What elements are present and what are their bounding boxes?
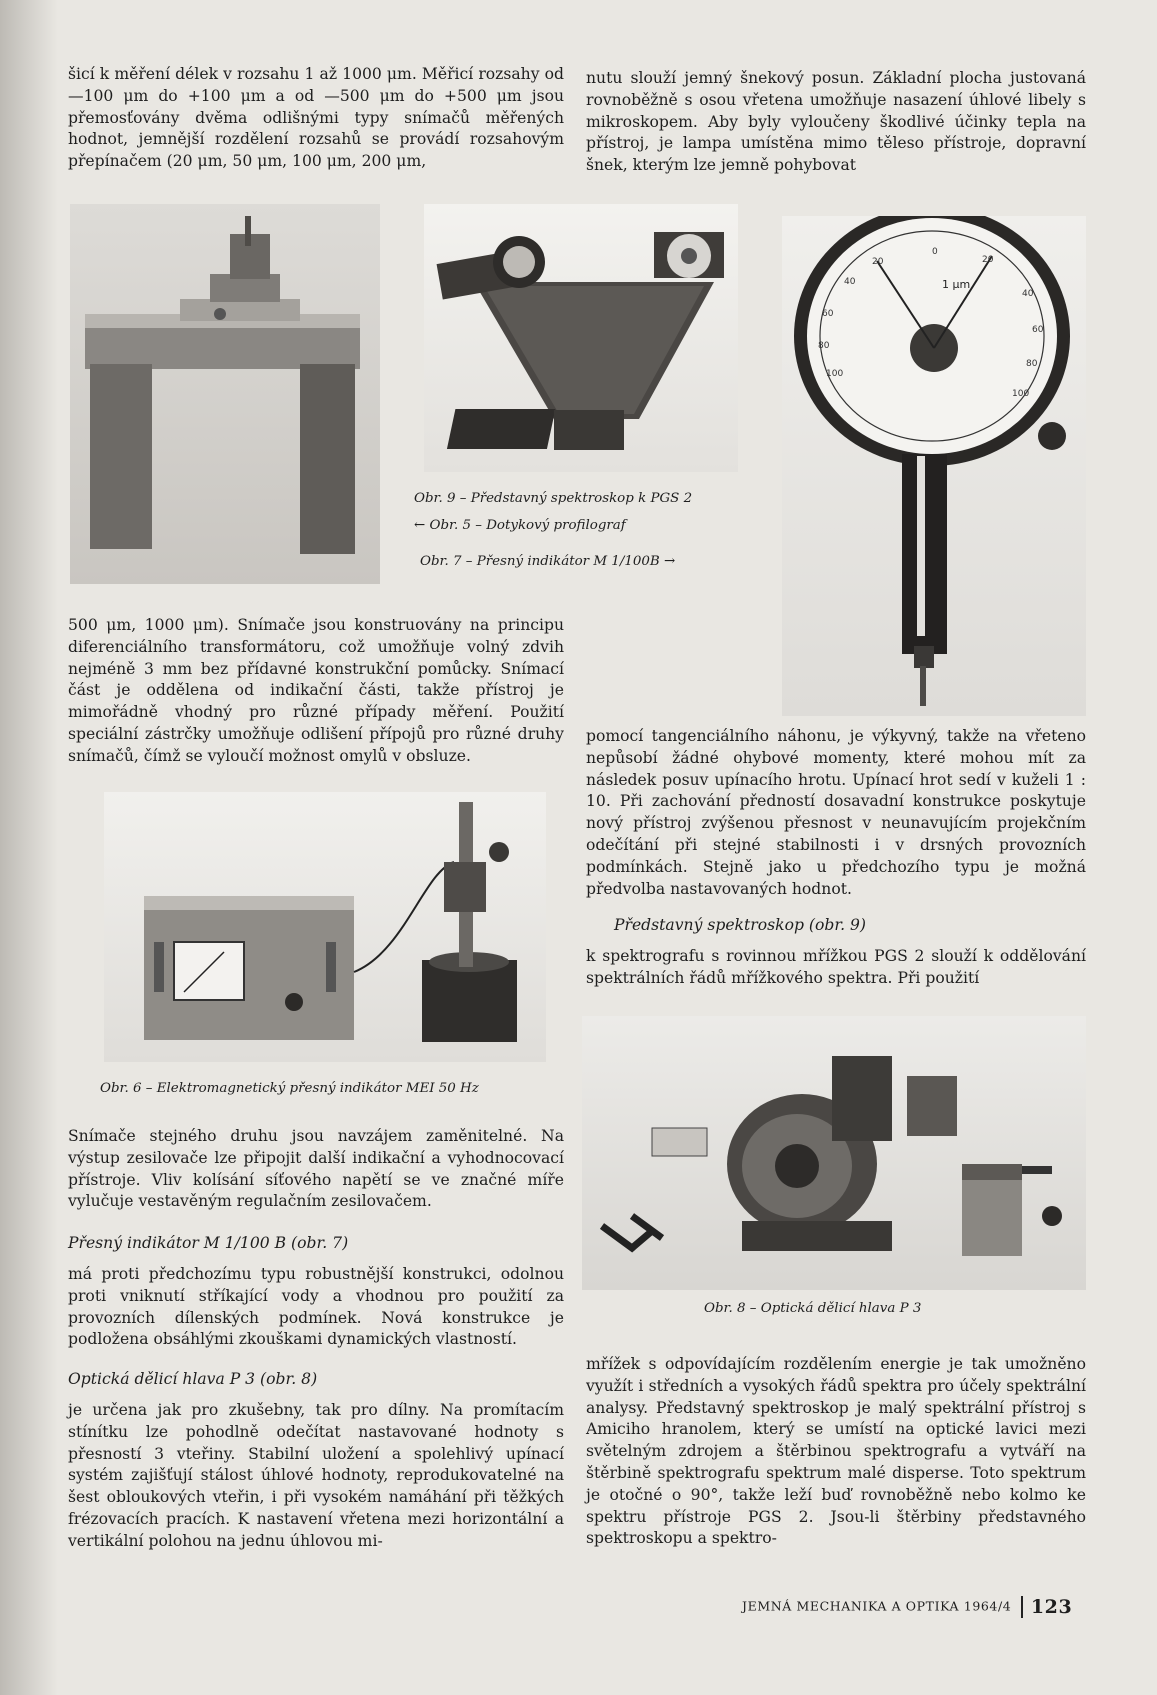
figure-7-caption: Obr. 7 – Přesný indikátor M 1/100B →: [420, 554, 676, 569]
left-column-bottom-text: [68, 1126, 564, 1213]
dial-tick-label: 100: [826, 369, 844, 379]
paragraph: šicí k měření délek v rozsahu 1 až 1000 μm. Měřicí rozsahy od —100 μm do +100 μm a od —500 μm do +500 μm jsou přemosťovány dvěma odlišnými typy snímačů měřených hodnot, jemnější rozdělení rozsahů se provádí rozsahovým přepínačem (20 μm, 50 μm, 100 μm, 200 μm,: [68, 65, 564, 171]
section-heading-indicator-m1100b: Přesný indikátor M 1/100 B (obr. 7): [68, 1234, 349, 1252]
dial-tick-label: 100: [1012, 389, 1030, 399]
paragraph: pomocí tangenciálního náhonu, je výkyvný, takže na vřeteno nepůsobí žádné ohybové momenty, které mohou mít za následek posuv upínacího hrotu. Upínací hrot sedí v kuželi 1 : 10. Při zachování předností dosavadní konstrukce poskytuje nový přístroj zvýšenou přesnost v neunavujícím projekčním odečítání při stejné stabilnosti i v drsných provozních podmínkách. Stejně jako u předchozího typu je možná předvolba nastavovaných hodnot.: [586, 727, 1086, 898]
dial-tick-label: 60: [1032, 325, 1044, 335]
journal-name: JEMNÁ MECHANIKA A OPTIKA 1964/4: [742, 1598, 1012, 1614]
right-column-middle-text-2: [586, 946, 1086, 990]
right-column-bottom-text: [586, 1354, 1086, 1550]
dial-tick-label: 60: [822, 309, 834, 319]
right-column-middle-text: [586, 726, 1086, 900]
dial-tick-label: 20: [982, 255, 994, 265]
dial-tick-label: 80: [1026, 359, 1038, 369]
figure-6-caption: Obr. 6 – Elektromagnetický přesný indikátor MEI 50 Hz: [100, 1081, 479, 1096]
left-column-bottom-text-2: [68, 1264, 564, 1351]
figure-8-optical-dividing-head-photo: [582, 1016, 1086, 1290]
figure-6-electromagnetic-indicator-photo: [104, 792, 546, 1062]
dial-tick-label: 40: [844, 277, 856, 287]
page-binding-shadow: [0, 0, 58, 1695]
right-column-top-text: [586, 68, 1086, 177]
paragraph: má proti předchozímu typu robustnější konstrukci, odolnou proti vniknutí stříkající vody a vhodnou pro použití za provozních dílenských podmínek. Nová konstrukce je podložena obsáhlými zkouškami dynamických vlastností.: [68, 1265, 564, 1349]
paragraph: 500 μm, 1000 μm). Snímače jsou konstruovány na principu diferenciálního transformátoru, což umožňuje volný zdvih nejméně 3 mm bez přídavné konstrukční pomůcky. Snímací část je oddělena od indikační části, takže přístroj je mimořádně vhodný pro různé případy měření. Použití speciální zástrčky umožňuje odlišení přípojů pro různé druhy snímačů, čímž se vyloučí možnost omylů v obsluze.: [68, 616, 564, 765]
paragraph: je určena jak pro zkušebny, tak pro dílny. Na promítacím stínítku lze pohodlně odečítat nastavované hodnoty s přesností 3 vteřiny. Stabilní uložení a spolehlivý upínací systém zajišťují stálost úhlové hodnoty, reprodukovatelné na šest obloukových vteřin, i při vysokém namáhání při těžkých frézovacích pracích. K nastavení vřetena mezi horizontální a vertikální polohou na jednu úhlovou mi-: [68, 1401, 564, 1550]
dial-tick-label: 80: [818, 341, 830, 351]
figure-7-indicator-photo: [782, 216, 1086, 716]
figure-9-caption: Obr. 9 – Představný spektroskop k PGS 2: [414, 491, 693, 506]
footer-divider: [1021, 1596, 1023, 1618]
paragraph: mřížek s odpovídajícím rozdělením energie je tak umožněno využít i středních a vysokých řádů spektra pro účely spektrální analysy. Představný spektroskop je malý spektrální přístroj s Amiciho hranolem, který se umístí na optické lavici mezi světelným zdrojem a štěrbinou spektrografu a vytváří na štěrbině spektrografu spektrum malé disperse. Toto spektrum je otočné o 90°, takže leží buď rovnoběžně nebo kolmo ke spektru přístroje PGS 2. Jsou-li štěrbiny představného spektroskopu a spektro-: [586, 1355, 1086, 1548]
section-heading-dividing-head-p3: Optická dělicí hlava P 3 (obr. 8): [68, 1370, 318, 1388]
left-column-top-text: [68, 64, 564, 173]
figure-9-spectroscope-photo: [424, 204, 738, 472]
section-heading-spectroscope: Představný spektroskop (obr. 9): [614, 916, 867, 934]
page-number: 123: [1030, 1596, 1073, 1618]
paragraph: k spektrografu s rovinnou mřížkou PGS 2 slouží k oddělování spektrálních řádů mřížkového spektra. Při použití: [586, 947, 1086, 987]
dial-tick-label: 20: [872, 257, 884, 267]
left-column-middle-text: [68, 615, 564, 768]
figure-5-caption: ← Obr. 5 – Dotykový profilograf: [414, 518, 626, 533]
page-footer: [742, 1596, 1072, 1618]
figure-5-profilograph-photo: [70, 204, 380, 584]
paragraph: Snímače stejného druhu jsou navzájem zaměnitelné. Na výstup zesilovače lze připojit další indikační a vyhodnocovací přístroje. Vliv kolísání síťového napětí se ve značné míře vylučuje vestavěným regulačním zesilovačem.: [68, 1127, 564, 1211]
figure-8-caption: Obr. 8 – Optická dělicí hlava P 3: [704, 1301, 922, 1316]
dial-tick-label: 40: [1022, 289, 1034, 299]
paragraph: nutu slouží jemný šnekový posun. Základní plocha justovaná rovnoběžně s osou vřetena umožňuje nasazení úhlové libely s mikroskopem. Aby byly vyloučeny škodlivé účinky tepla na přístroj, je lampa umístěna mimo těleso přístroje, dopravní šnek, kterým lze jemně pohybovat: [586, 69, 1086, 175]
dial-unit-label: 1 μm: [942, 278, 971, 291]
left-column-bottom-text-3: [68, 1400, 564, 1553]
dial-tick-label: 0: [932, 247, 938, 257]
